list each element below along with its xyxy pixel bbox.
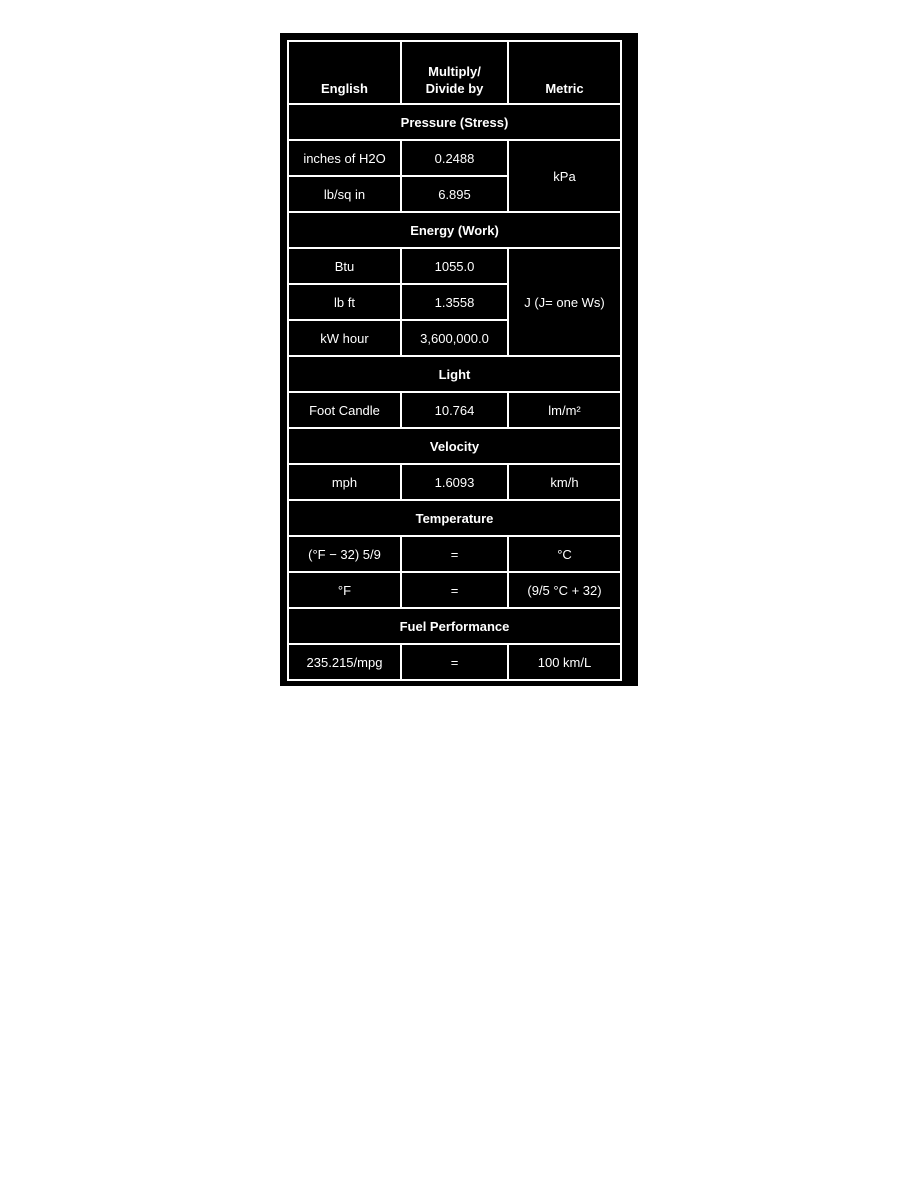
section-row-fuel (288, 608, 621, 644)
header-english: English (288, 41, 401, 104)
header-multiply-line2: Divide by (425, 81, 484, 96)
english-unit-cell: inches of H2O (288, 140, 401, 176)
section-title-fuel: Fuel Performance (288, 608, 621, 644)
metric-unit-cell: °C (508, 536, 621, 572)
factor-cell: 1055.0 (401, 248, 508, 284)
english-unit-cell: (°F − 32) 5/9 (288, 536, 401, 572)
english-unit-cell: Btu (288, 248, 401, 284)
section-title-energy: Energy (Work) (288, 212, 621, 248)
english-unit-cell: Foot Candle (288, 392, 401, 428)
metric-unit-cell: (9/5 °C + 32) (508, 572, 621, 608)
factor-cell: 3,600,000.0 (401, 320, 508, 356)
metric-unit-cell: J (J= one Ws) (508, 248, 621, 356)
factor-cell: = (401, 644, 508, 680)
table-row (288, 572, 621, 608)
metric-unit-cell: km/h (508, 464, 621, 500)
table-row (288, 140, 621, 176)
section-row-velocity (288, 428, 621, 464)
factor-cell: 1.6093 (401, 464, 508, 500)
conversion-table (287, 40, 622, 681)
header-row (288, 41, 621, 104)
factor-cell: = (401, 572, 508, 608)
header-metric: Metric (508, 41, 621, 104)
english-unit-cell: mph (288, 464, 401, 500)
english-unit-cell: lb ft (288, 284, 401, 320)
factor-cell: = (401, 536, 508, 572)
section-title-temperature: Temperature (288, 500, 621, 536)
english-unit-cell: kW hour (288, 320, 401, 356)
table-row (288, 536, 621, 572)
factor-cell: 0.2488 (401, 140, 508, 176)
factor-cell: 6.895 (401, 176, 508, 212)
section-title-light: Light (288, 356, 621, 392)
english-unit-cell: 235.215/mpg (288, 644, 401, 680)
metric-unit-cell: lm/m² (508, 392, 621, 428)
metric-unit-cell: 100 km/L (508, 644, 621, 680)
factor-cell: 1.3558 (401, 284, 508, 320)
table-row (288, 644, 621, 680)
section-row-pressure (288, 104, 621, 140)
section-title-velocity: Velocity (288, 428, 621, 464)
table-row (288, 392, 621, 428)
factor-cell: 10.764 (401, 392, 508, 428)
section-title-pressure: Pressure (Stress) (288, 104, 621, 140)
section-row-temperature (288, 500, 621, 536)
section-row-energy (288, 212, 621, 248)
english-unit-cell: °F (288, 572, 401, 608)
section-row-light (288, 356, 621, 392)
english-unit-cell: lb/sq in (288, 176, 401, 212)
header-multiply-line1: Multiply/ (428, 64, 481, 79)
table-row (288, 464, 621, 500)
metric-unit-cell: kPa (508, 140, 621, 212)
conversion-table-panel (280, 33, 638, 686)
header-multiply-divide (401, 41, 508, 104)
table-row (288, 248, 621, 284)
